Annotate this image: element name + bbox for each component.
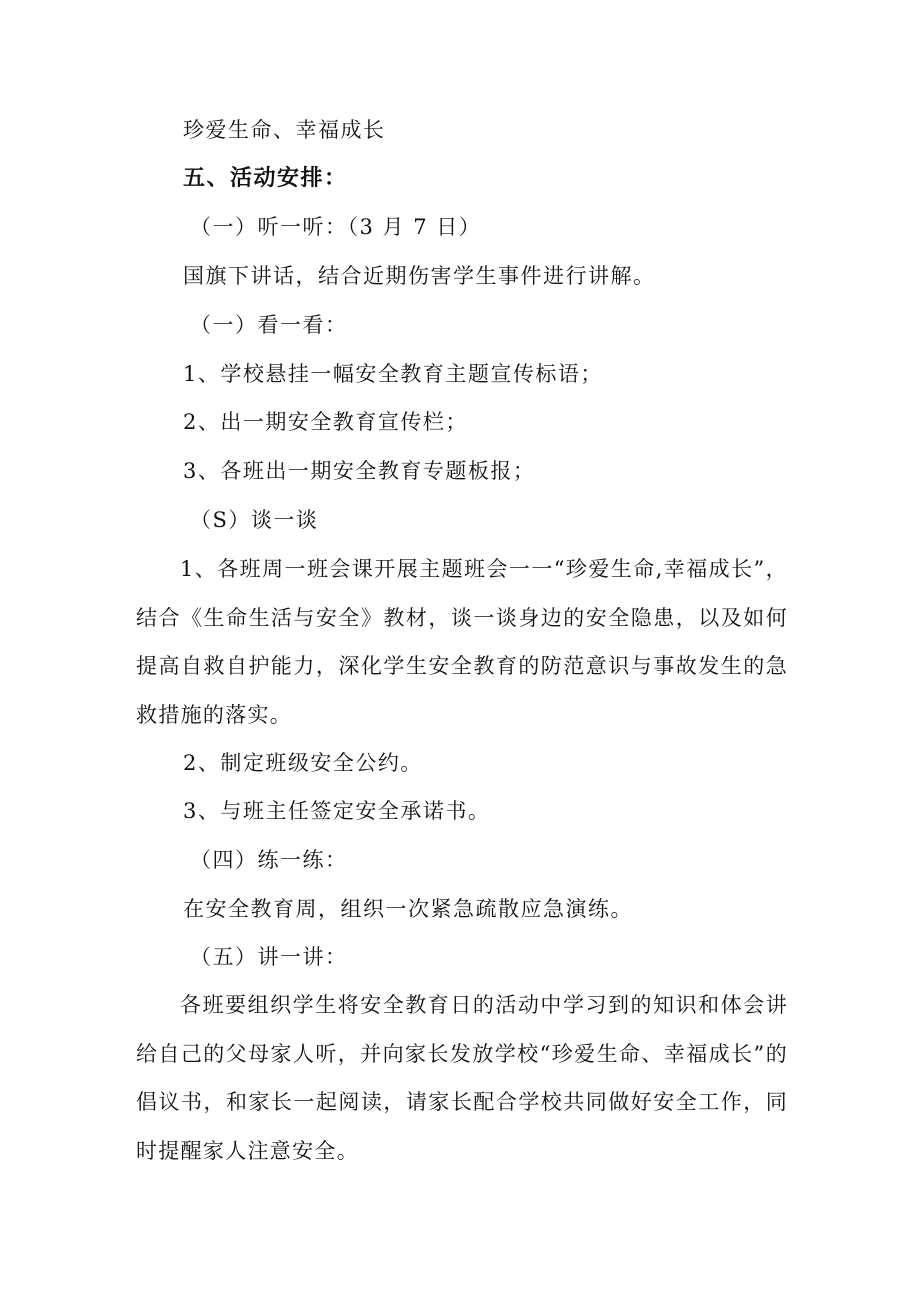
part5-paragraph: 各班要组织学生将安全教育日的活动中学习到的知识和体会讲给自己的父母家人听，并向家长发放学校“珍爱生命、幸福成长”的倡议书，和家长一起阅读，请家长配合学校共同做好安全工作，同时提醒家人注意安全。	[136, 993, 788, 1163]
part3-item: 3、与班主任签定安全承诺书。	[183, 799, 491, 823]
part2-item: 2、出一期安全教育宣传栏；	[183, 410, 468, 434]
part3-paragraph: 1、各班周一班会课开展主题班会一一“珍爱生命,幸福成长”，结合《生命生活与安全》教材，谈一谈身边的安全隐患，以及如何提高自救自护能力，深化学生安全教育的防范意识与事故发生的急救措施的落实。	[136, 557, 788, 727]
part5-title: （五）讲一讲：	[190, 945, 348, 969]
theme-line: 珍爱生命、幸福成长	[183, 118, 386, 142]
part1-content: 国旗下讲话，结合近期伤害学生事件进行讲解。	[183, 264, 656, 288]
part1-title: （一）听一听：（3 月 7 日）	[190, 215, 482, 239]
section-heading: 五、活动安排：	[183, 166, 348, 191]
part2-title: （一）看一看：	[190, 313, 348, 337]
part3-title: （S）谈一谈	[190, 508, 319, 532]
part2-item: 1、学校悬挂一幅安全教育主题宣传标语；	[183, 362, 603, 386]
part4-content: 在安全教育周，组织一次紧急疏散应急演练。	[183, 897, 633, 921]
part4-title: （四）练一练：	[190, 848, 348, 872]
part3-item: 2、制定班级安全公约。	[183, 751, 423, 775]
part2-item: 3、各班出一期安全教育专题板报；	[183, 459, 536, 483]
